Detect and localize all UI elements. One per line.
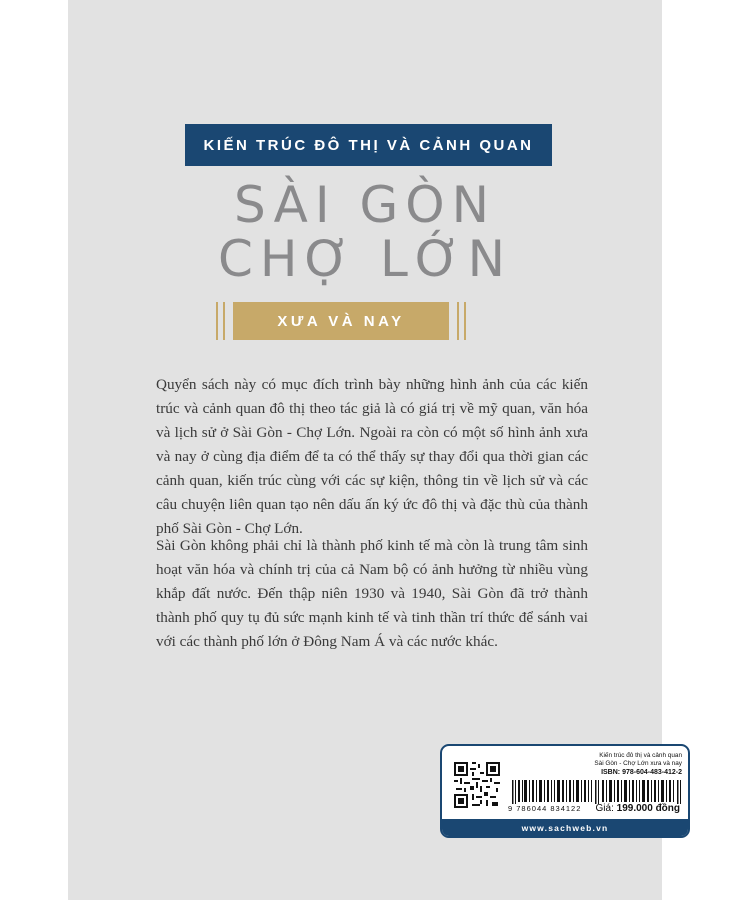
decorative-bar <box>464 302 466 340</box>
website-label: www.sachweb.vn <box>442 819 688 836</box>
barcode-icon <box>512 780 682 804</box>
book-info-line-1: Kiến trúc đô thị và cảnh quan <box>599 752 682 759</box>
description-paragraph-2: Sài Gòn không phải chỉ là thành phố kinh tế mà còn là trung tâm sinh hoạt văn hóa và chính trị của cả Nam bộ có ảnh hưởng từ nhiều vùng khắp đất nước. Đến thập niên 1930 và 1940, Sài Gòn đã trở thành thành phố quy tụ đủ sức mạnh kinh tế và tinh thần trí thức để sánh vai với các thành phố lớn ở Đông Nam Á và các nước khác. <box>156 537 588 650</box>
book-info-text <box>512 752 682 768</box>
title-line-2: CHỢ LỚN <box>218 230 512 288</box>
isbn-price-box <box>440 744 690 838</box>
subtitle-banner <box>216 302 466 340</box>
series-title-banner: KIẾN TRÚC ĐÔ THỊ VÀ CẢNH QUAN <box>185 124 552 166</box>
decorative-bar <box>457 302 459 340</box>
subtitle: XƯA VÀ NAY <box>233 302 449 340</box>
isbn-label: ISBN: 978-604-483-412-2 <box>601 769 682 776</box>
price-value: 199.000 đồng <box>616 803 680 814</box>
price-label <box>596 803 680 814</box>
qr-code-icon <box>452 760 502 810</box>
barcode-digits: 9 786044 834122 <box>508 804 582 813</box>
decorative-bar <box>216 302 218 340</box>
title-line-1: SÀI GÒN <box>233 176 496 234</box>
description-paragraph-1: Quyển sách này có mục đích trình bày những hình ảnh của các kiến trúc và cảnh quan đô thị theo tác giả là có giá trị về mỹ quan, văn hóa và lịch sử ở Sài Gòn - Chợ Lớn. Ngoài ra còn có một số hình ảnh xưa và nay ở cùng địa điểm để ta có thể thấy sự thay đổi qua thời gian các cảnh quan, kiến trúc cùng với các sự kiện, thông tin về lịch sử và các câu chuyện liên quan tạo nên dấu ấn ký ức đô thị và đặc thù của thành phố Sài Gòn - Chợ Lớn. <box>156 376 588 537</box>
book-info-line-2: Sài Gòn - Chợ Lớn xưa và nay <box>594 760 682 767</box>
decorative-bar <box>223 302 225 340</box>
price-prefix: Giá: <box>595 803 614 814</box>
book-back-cover <box>68 0 682 900</box>
